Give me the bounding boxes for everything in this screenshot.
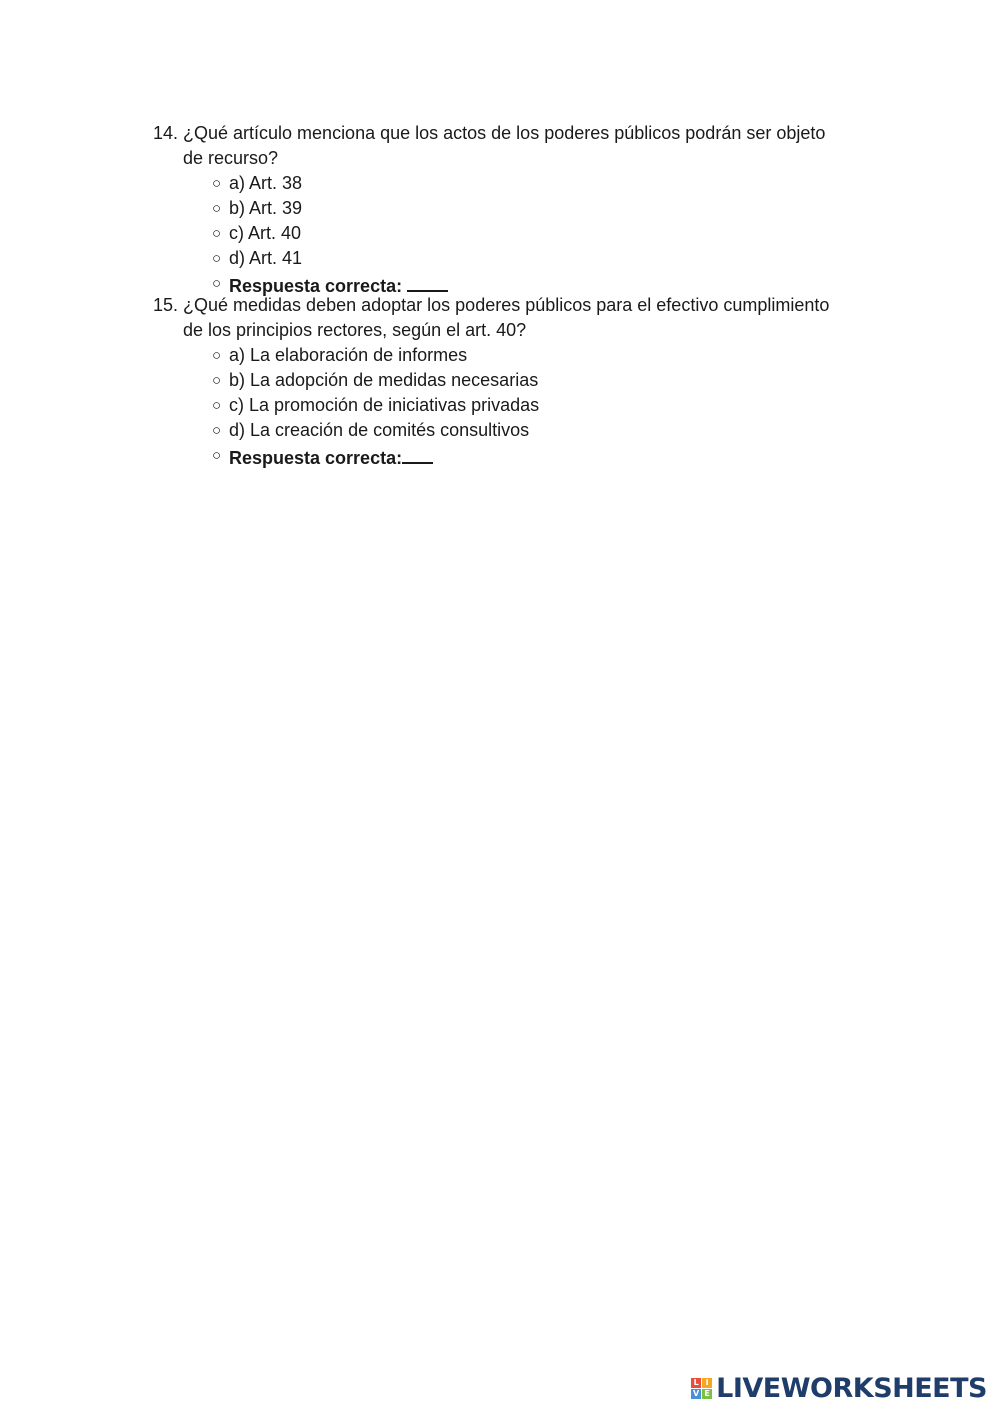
logo-wordmark: LIVEWORKSHEETS [716, 1372, 987, 1404]
question-number: 14. [153, 123, 179, 143]
question-prompt-line-1 [153, 293, 873, 318]
option-d[interactable] [153, 246, 873, 271]
answer-row [153, 443, 873, 471]
option-label: d) Art. 41 [229, 248, 303, 268]
option-d[interactable] [153, 418, 873, 443]
question-text: ¿Qué medidas deben adoptar los poderes públicos para el efectivo cumplimiento [183, 295, 830, 315]
question-number: 15. [153, 295, 179, 315]
circle-bullet-icon: ○ [212, 200, 222, 217]
logo-icon-cell: L [691, 1378, 701, 1388]
circle-bullet-icon: ○ [212, 447, 222, 464]
circle-bullet-icon: ○ [212, 250, 222, 267]
option-b[interactable] [153, 196, 873, 221]
question-prompt-line-2 [153, 146, 873, 171]
logo-icon-cell: V [693, 1388, 700, 1398]
option-label: c) Art. 40 [229, 223, 302, 243]
option-label: c) La promoción de iniciativas privadas [229, 395, 540, 415]
option-a[interactable] [153, 343, 873, 368]
option-c[interactable] [153, 221, 873, 246]
answer-blank[interactable] [402, 443, 433, 464]
option-label: a) La elaboración de informes [229, 345, 468, 365]
circle-bullet-icon: ○ [212, 175, 222, 192]
circle-bullet-icon: ○ [212, 397, 222, 414]
question-prompt-line-2 [153, 318, 873, 343]
circle-bullet-icon: ○ [212, 225, 222, 242]
question-14 [153, 121, 873, 299]
question-text-continued: de recurso? [183, 148, 279, 168]
question-text-continued: de los principios rectores, según el art. 40? [183, 320, 527, 340]
circle-bullet-icon: ○ [212, 347, 222, 364]
question-prompt-line-1 [153, 121, 873, 146]
answer-blank[interactable] [407, 271, 448, 292]
question-15 [153, 293, 873, 471]
answer-label: Respuesta correcta: [229, 276, 403, 296]
option-b[interactable] [153, 368, 873, 393]
option-label: b) La adopción de medidas necesarias [229, 370, 539, 390]
option-label: b) Art. 39 [229, 198, 303, 218]
option-label: d) La creación de comités consultivos [229, 420, 530, 440]
option-list [153, 343, 873, 471]
circle-bullet-icon: ○ [212, 422, 222, 439]
answer-label: Respuesta correcta: [229, 448, 403, 468]
option-a[interactable] [153, 171, 873, 196]
option-list [153, 171, 873, 299]
logo-icon-cell: I [702, 1378, 712, 1388]
circle-bullet-icon: ○ [212, 275, 222, 292]
option-label: a) Art. 38 [229, 173, 303, 193]
liveworksheets-logo [691, 1372, 987, 1404]
option-c[interactable] [153, 393, 873, 418]
circle-bullet-icon: ○ [212, 372, 222, 389]
liveworksheets-icon [691, 1378, 712, 1399]
question-text: ¿Qué artículo menciona que los actos de los poderes públicos podrán ser objeto [183, 123, 826, 143]
logo-icon-cell: E [702, 1389, 712, 1399]
